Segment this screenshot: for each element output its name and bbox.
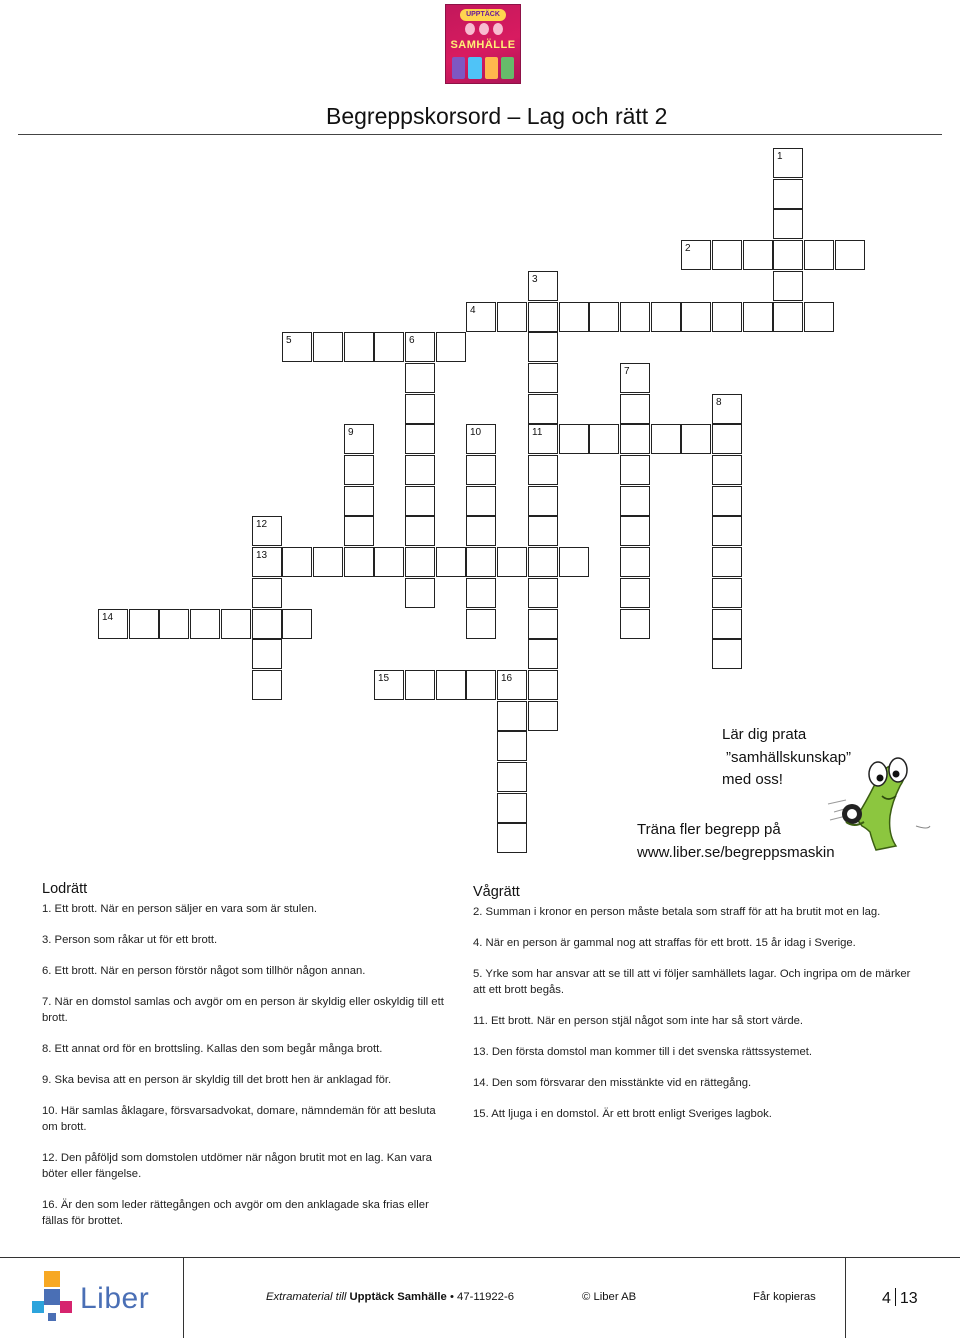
clue-across-4: 4. När en person är gammal nog att straffas för ett brott. 15 år idag i Sverige. [473,937,856,949]
crossword-cell[interactable] [466,486,496,516]
crossword-cell[interactable] [497,547,527,577]
crossword-cell[interactable] [497,670,527,700]
crossword-cell[interactable] [405,455,435,485]
crossword-cell[interactable] [528,271,558,301]
crossword-cell[interactable] [436,670,466,700]
crossword-cell[interactable] [436,547,466,577]
liber-logo-icon [32,1271,76,1325]
crossword-cell[interactable] [282,547,312,577]
crossword-cell[interactable] [712,547,742,577]
crossword-cell[interactable] [313,547,343,577]
promo-line-1: Lär dig prata [722,726,807,743]
footer-copy-note: Får kopieras [753,1291,816,1303]
crossword-cell[interactable] [712,394,742,424]
mascot-illustration [826,756,936,856]
crossword-cell[interactable] [497,731,527,761]
clue-across-2: 2. Summan i kronor en person måste betala som straff för att ha brutit mot en lag. [473,906,881,918]
clue-down-6: 6. Ett brott. När en person förstör något som tillhör någon annan. [42,965,366,977]
clue-number-label: 6 [409,335,415,346]
page-total: 13 [899,1290,918,1307]
crossword-cell[interactable] [405,332,435,362]
crossword-cell[interactable] [466,516,496,546]
clue-number-label: 16 [501,673,513,684]
footer-extramaterial [266,1291,514,1303]
crossword-cell[interactable] [405,486,435,516]
clue-across-5: 5. Yrke som har ansvar att se till att vi följer samhällets lagar. Och ingripa om de märker att ett brott begås. [473,968,911,996]
page-current: 4 [882,1290,891,1307]
footer-separator-1 [183,1258,184,1338]
crossword-cell[interactable] [528,639,558,669]
crossword-cell[interactable] [344,332,374,362]
crossword-cell[interactable] [405,424,435,454]
clue-number-label: 4 [470,305,476,316]
crossword-cell[interactable] [712,424,742,454]
crossword-cell[interactable] [773,240,803,270]
crossword-cell[interactable] [252,670,282,700]
crossword-cell[interactable] [466,670,496,700]
crossword-cell[interactable] [620,516,650,546]
clue-number-label: 14 [102,612,114,623]
crossword-cell[interactable] [528,516,558,546]
crossword-cell[interactable] [405,547,435,577]
crossword-cell[interactable] [252,578,282,608]
cover-title: SAMHÄLLE [450,39,516,51]
crossword-cell[interactable] [589,424,619,454]
crossword-cell[interactable] [712,639,742,669]
crossword-cell[interactable] [344,486,374,516]
clue-number-label: 10 [470,427,482,438]
crossword-cell[interactable] [620,486,650,516]
crossword-cell[interactable] [344,516,374,546]
crossword-cell[interactable] [98,609,128,639]
crossword-cell[interactable] [620,424,650,454]
crossword-cell[interactable] [559,424,589,454]
crossword-cell[interactable] [651,424,681,454]
clue-down-8: 8. Ett annat ord för en brottsling. Kallas den som begår många brott. [42,1043,383,1055]
crossword-cell[interactable] [344,424,374,454]
crossword-cell[interactable] [712,302,742,332]
crossword-cell[interactable] [528,424,558,454]
crossword-cell[interactable] [681,424,711,454]
crossword-cell[interactable] [620,363,650,393]
crossword-cell[interactable] [344,455,374,485]
crossword-cell[interactable] [313,332,343,362]
clue-across-14: 14. Den som försvarar den misstänkte vid en rättegång. [473,1077,752,1089]
clues-across [473,884,923,1122]
crossword-cell[interactable] [528,486,558,516]
crossword-cell[interactable] [620,547,650,577]
cover-badge: UPPTÄCK [460,9,506,21]
footer-copyright: © Liber AB [582,1291,637,1303]
clue-down-16: 16. Är den som leder rättegången och avgör om den anklagade ska frias eller fällas för brottet. [42,1199,429,1227]
clue-down-12: 12. Den påföljd som domstolen utdömer när någon brutit mot en lag. Kan vara böter eller fängelse. [42,1152,432,1180]
crossword-cell[interactable] [466,578,496,608]
crossword-cell[interactable] [559,302,589,332]
crossword-cell[interactable] [528,547,558,577]
clue-number-label: 1 [777,151,783,162]
crossword-cell[interactable] [252,609,282,639]
crossword-cell[interactable] [773,302,803,332]
crossword-cell[interactable] [466,455,496,485]
crossword-cell[interactable] [282,332,312,362]
begreppsmaskin-link[interactable]: www.liber.se/begreppsmaskin [637,844,835,861]
clue-number-label: 5 [286,335,292,346]
clue-number-label: 12 [256,519,268,530]
crossword-cell[interactable] [466,302,496,332]
crossword-cell[interactable] [712,486,742,516]
crossword-cell[interactable] [620,578,650,608]
crossword-cell[interactable] [528,701,558,731]
crossword-cell[interactable] [282,609,312,639]
clue-down-10: 10. Här samlas åklagare, försvarsadvokat, domare, nämndemän för att besluta om brott. [42,1105,436,1133]
promo-line-3: med oss! [722,771,783,788]
crossword-cell[interactable] [252,547,282,577]
crossword-cell[interactable] [497,302,527,332]
promo-line-2: ”samhällskunskap” [726,748,852,766]
clue-across-15: 15. Att ljuga i en domstol. Är ett brott enligt Sveriges lagbok. [473,1108,772,1120]
crossword-cell[interactable] [773,209,803,239]
footer-extra-prefix: Extramaterial till [266,1291,347,1303]
crossword-cell[interactable] [497,762,527,792]
crossword-cell[interactable] [159,609,189,639]
crossword-cell[interactable] [528,578,558,608]
clue-down-9: 9. Ska bevisa att en person är skyldig till det brott hen är anklagad för. [42,1074,392,1086]
crossword-cell[interactable] [804,302,834,332]
crossword-cell[interactable] [620,394,650,424]
crossword-cell[interactable] [589,302,619,332]
crossword-cell[interactable] [374,332,404,362]
crossword-cell[interactable] [405,363,435,393]
crossword-cell[interactable] [497,823,527,853]
crossword-cell[interactable] [528,394,558,424]
crossword-cell[interactable] [620,455,650,485]
crossword-cell[interactable] [528,455,558,485]
crossword-cell[interactable] [466,424,496,454]
crossword-cell[interactable] [559,547,589,577]
clue-number-label: 3 [532,274,538,285]
header-divider [18,134,942,135]
crossword-cell[interactable] [712,609,742,639]
crossword-cell[interactable] [773,148,803,178]
footer-isbn: • 47-11922-6 [449,1291,515,1303]
clue-number-label: 15 [378,673,390,684]
cover-pictures [452,57,514,79]
crossword-cell[interactable] [773,271,803,301]
clue-down-1: 1. Ett brott. När en person säljer en vara som är stulen. [42,903,318,915]
crossword-cell[interactable] [466,547,496,577]
crossword-cell[interactable] [405,516,435,546]
crossword-cell[interactable] [190,609,220,639]
page-number [882,1288,918,1308]
clues-down [42,881,452,1229]
clue-number-label: 11 [532,427,543,438]
crossword-cell[interactable] [681,240,711,270]
clue-number-label: 7 [624,366,630,377]
footer-book-name: Upptäck Samhälle [349,1291,447,1303]
clue-number-label: 9 [348,427,354,438]
crossword-cell[interactable] [252,516,282,546]
crossword-cell[interactable] [712,455,742,485]
crossword-cell[interactable] [129,609,159,639]
crossword-cell[interactable] [712,240,742,270]
crossword-cell[interactable] [528,363,558,393]
clue-down-3: 3. Person som råkar ut för ett brott. [42,934,218,946]
crossword-cell[interactable] [743,302,773,332]
crossword-cell[interactable] [528,332,558,362]
crossword-cell[interactable] [835,240,865,270]
crossword-cell[interactable] [712,516,742,546]
crossword-cell[interactable] [497,701,527,731]
crossword-cell[interactable] [528,302,558,332]
crossword-cell[interactable] [405,670,435,700]
crossword-cell[interactable] [681,302,711,332]
crossword-cell[interactable] [252,639,282,669]
clue-across-13: 13. Den första domstol man kommer till i det svenska rättssystemet. [473,1046,813,1058]
crossword-cell[interactable] [804,240,834,270]
crossword-cell[interactable] [405,394,435,424]
book-cover-image [445,4,521,84]
cover-decoration [454,23,514,37]
crossword-cell[interactable] [743,240,773,270]
clue-number-label: 13 [256,550,268,561]
crossword-cell[interactable] [651,302,681,332]
footer-divider [0,1257,960,1258]
crossword-cell[interactable] [344,547,374,577]
clue-number-label: 8 [716,397,722,408]
crossword-cell[interactable] [773,179,803,209]
footer-separator-2 [845,1258,846,1338]
crossword-cell[interactable] [528,609,558,639]
crossword-cell[interactable] [221,609,251,639]
page-title: Begreppskorsord – Lag och rätt 2 [326,103,668,129]
clue-number-label: 2 [685,243,691,254]
more-practice [637,818,835,864]
crossword-cell[interactable] [528,670,558,700]
clue-down-7: 7. När en domstol samlas och avgör om en person är skyldig eller oskyldig till ett brott. [42,996,444,1024]
clues-down-heading: Lodrätt [42,881,88,897]
crossword-cell[interactable] [436,332,466,362]
liber-logo-text: Liber [80,1282,150,1315]
clues-across-heading: Vågrätt [473,884,520,900]
crossword-cell[interactable] [712,578,742,608]
crossword-cell[interactable] [466,609,496,639]
crossword-cell[interactable] [374,670,404,700]
crossword-cell[interactable] [374,547,404,577]
crossword-cell[interactable] [405,578,435,608]
crossword-cell[interactable] [497,793,527,823]
crossword-cell[interactable] [620,302,650,332]
more-practice-text: Träna fler begrepp på [637,821,781,838]
clue-across-11: 11. Ett brott. När en person stjäl något som inte har så stort värde. [473,1015,804,1027]
crossword-cell[interactable] [620,609,650,639]
